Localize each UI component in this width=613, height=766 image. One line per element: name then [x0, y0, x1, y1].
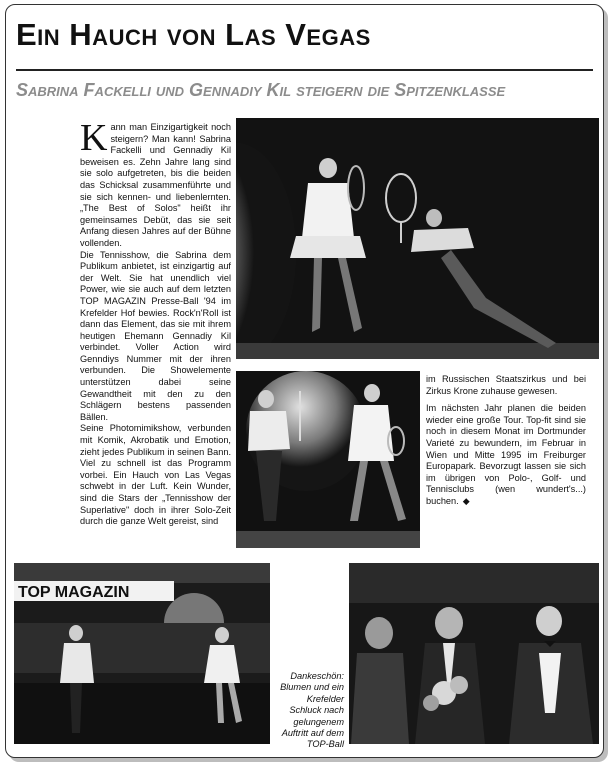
banner-text: TOP MAGAZIN	[18, 584, 130, 601]
photo-tennis-show-stage	[236, 118, 599, 359]
photo-performers-duo	[236, 371, 420, 548]
headline-rule	[16, 69, 593, 71]
paragraph-3: Seine Photomimikshow, verbunden mit Komik, Akrobatik und Emotion, zieht jedes Publikum in seinen Bann. Viel zu schnell ist das Programm vorbei. Ein Hauch von Las Vegas schwebt in der Luft. Kein Wunder, sind die Stars der „Tennisshow der Superlative" doch in ihrer Solo-Zeit durch die ganze Welt gereist, sind	[80, 423, 231, 527]
photo-caption: Dankeschön: Blumen und ein Krefelder Schluck nach gelungenem Auftritt auf dem TOP-Ball	[280, 671, 344, 750]
paragraph-1: Kann man Einzigartigkeit noch steigern? Man kann! Sabrina Fackelli und Gennadiy Kil beweisen es. Zehn Jahre lang sind sie solo aufgetreten, bis die beiden das Schicksal zusammenführte und sie sich kennen- und liebenlernten. „The Best of Solos" heißt ihr gemeinsames Debüt, das sie seit Anfang diesen Jahres auf der Bühne vollenden.	[80, 117, 231, 248]
paragraph-5: Im nächsten Jahr planen die beiden wieder eine große Tour. Top-fit sind sie noch in diesem Monat im Dortmunder Varieté zu bewundern, im Februar in Wien und Mitte 1995 im Freiburger Europapark. Bevorzugt lassen sie sich im übrigen von Polo-, Golf- und Tennisclubs (wen wundert's...) buchen. ◆	[426, 403, 586, 506]
dropcap: K	[80, 117, 108, 159]
paragraph-4: im Russischen Staatszirkus und bei Zirkus Krone zuhause gewesen.	[426, 374, 586, 396]
paragraph-2: Die Tennisshow, die Sabrina dem Publikum anbietet, ist einzigartig auf der Welt. Sie hat unendlich viel Power, wie sie auch auf dem letzten TOP MAGAZIN Presse-Ball '94 im Krefelder Hof bewies. Rock'n'Roll ist dann das Element, das sie mit ihrem heutigen Ehemann Gennadiy Kil verbindet. Voller Action wird Genndiys Nummer mit der ihren verbunden. Die Showelemente unterstützen dabei seine Gewandtheit mit den zu den Schlägern bestens passenden Bällen.	[80, 249, 231, 422]
headline: Ein Hauch von Las Vegas	[16, 17, 371, 52]
text-column-left	[80, 117, 231, 528]
photo-top-magazin-ball-stage	[14, 563, 270, 744]
photo-flowers-thank-you	[349, 563, 599, 744]
subheadline: Sabrina Fackelli und Gennadiy Kil steigern die Spitzenklasse	[16, 80, 506, 100]
text-column-right	[426, 374, 586, 508]
magazine-page	[5, 4, 604, 758]
end-mark: ◆	[462, 495, 470, 506]
